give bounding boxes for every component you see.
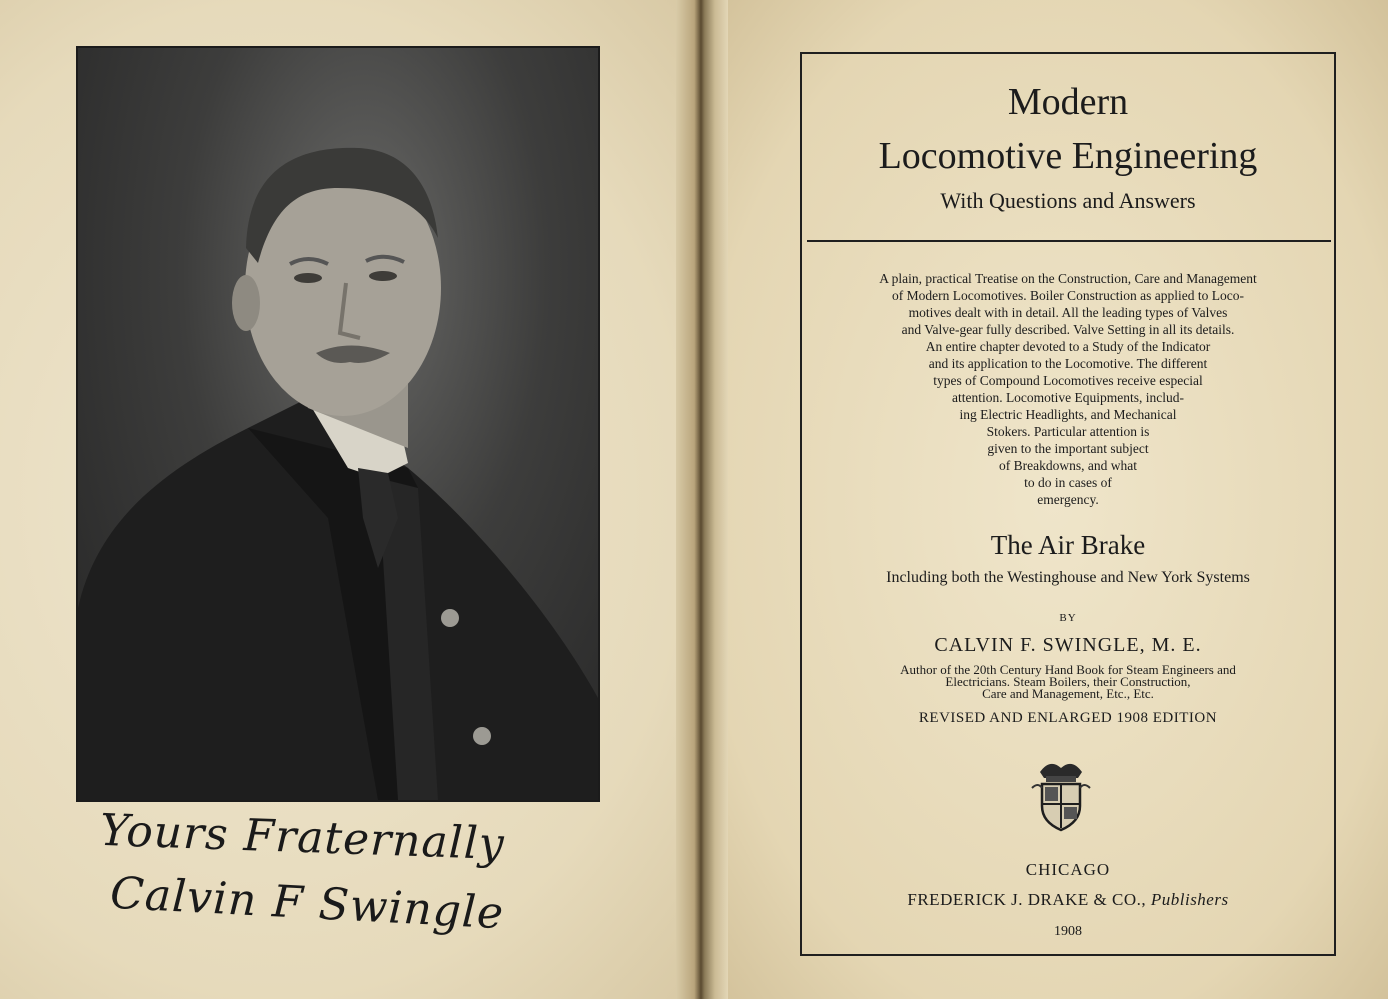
author-credit-line: Author of the 20th Century Hand Book for Steam Engineers and: [900, 662, 1236, 677]
publisher-emblem-icon: [1030, 758, 1092, 834]
by-label: BY: [1059, 612, 1077, 624]
handwritten-inscription-line1: Yours Fraternally: [99, 804, 506, 871]
title-divider-line: [807, 240, 1331, 242]
edition-note: REVISED AND ENLARGED 1908 EDITION: [918, 710, 1218, 726]
author-credit-line: Electricians. Steam Boilers, their Construction,: [945, 674, 1191, 689]
author-credit-line: Care and Management, Etc., Etc.: [982, 686, 1154, 701]
description-line: given to the important subject: [987, 441, 1149, 456]
description-line: and Valve-gear fully described. Valve Setting in all its details.: [901, 322, 1235, 337]
description-line: Stokers. Particular attention is: [986, 424, 1150, 439]
author-credits: [830, 664, 1306, 700]
book-subtitle: With Questions and Answers: [940, 188, 1196, 213]
air-brake-heading: The Air Brake: [990, 530, 1146, 560]
description-line: to do in cases of: [1024, 475, 1112, 490]
publisher-line: [800, 890, 1336, 910]
air-brake-subheading: Including both the Westinghouse and New York Systems: [886, 569, 1250, 586]
description-line: emergency.: [1037, 492, 1099, 507]
description-line: of Modern Locomotives. Boiler Construction as applied to Loco-: [891, 288, 1245, 303]
book-title-line2: Locomotive Engineering: [878, 135, 1258, 177]
description-line: and its application to the Locomotive. The different: [928, 356, 1208, 371]
book-description: [820, 270, 1316, 508]
description-line: ing Electric Headlights, and Mechanical: [959, 407, 1177, 422]
author-portrait-photo: [76, 46, 600, 802]
description-line: An entire chapter devoted to a Study of the Indicator: [925, 339, 1211, 354]
description-line: attention. Locomotive Equipments, includ-: [951, 390, 1185, 405]
book-title-line1: Modern: [1007, 81, 1129, 123]
publisher-role: Publishers: [1150, 890, 1229, 909]
publisher-name: FREDERICK J. DRAKE & CO.,: [907, 890, 1147, 909]
description-line: of Breakdowns, and what: [999, 458, 1137, 473]
description-line: motives dealt with in detail. All the leading types of Valves: [908, 305, 1228, 320]
description-line: types of Compound Locomotives receive especial: [933, 373, 1203, 388]
handwritten-signature: Calvin F Swingle: [108, 867, 506, 940]
author-name: CALVIN F. SWINGLE, M. E.: [934, 634, 1202, 656]
description-line: A plain, practical Treatise on the Construction, Care and Management: [879, 271, 1257, 286]
book-gutter: [676, 0, 728, 999]
portrait-illustration: [78, 48, 598, 800]
publisher-city: CHICAGO: [1025, 860, 1111, 879]
publication-year: 1908: [1054, 924, 1082, 939]
